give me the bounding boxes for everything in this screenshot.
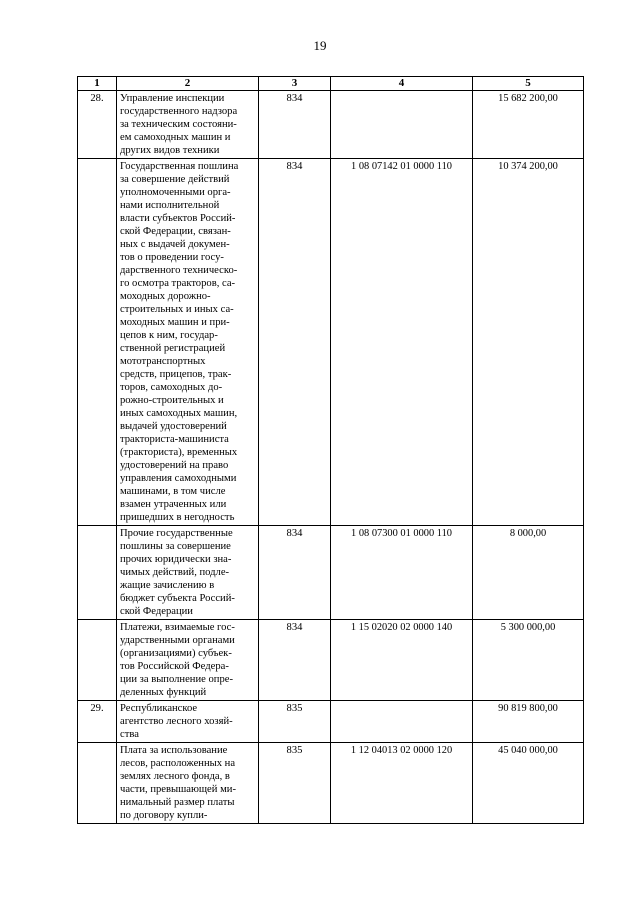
table-row <box>78 91 584 159</box>
row-name-line: чимых действий, подле- <box>120 567 230 578</box>
row-name-line: (организациями) субъек- <box>120 648 232 659</box>
column-header-5: 5 <box>473 77 584 91</box>
row-kbk-cell: 1 12 04013 02 0000 120 <box>331 743 473 824</box>
row-name-line: бюджет субъекта Россий- <box>120 593 235 604</box>
row-name-line: ственной регистрацией <box>120 343 226 354</box>
column-header-4: 4 <box>331 77 473 91</box>
column-header-2: 2 <box>117 77 259 91</box>
row-number-cell <box>78 743 117 824</box>
row-name-line: ской Федерации, связан- <box>120 226 231 237</box>
row-code-cell: 835 <box>259 743 331 824</box>
page-number: 19 <box>313 38 327 53</box>
row-name-line: пришедших в негодность <box>120 512 235 523</box>
row-amount-cell: 10 374 200,00 <box>473 159 584 526</box>
row-name-line: Государственная пошлина <box>120 161 239 172</box>
row-name-line: лесов, расположенных на <box>120 758 236 769</box>
row-name-line: мототранспортных <box>120 356 206 367</box>
table-row <box>78 159 584 526</box>
row-name-line: других видов техники <box>120 145 220 156</box>
row-name-line: ем самоходных машин и <box>120 132 231 143</box>
column-header-1: 1 <box>78 77 117 91</box>
row-name-line: за совершение действий <box>120 174 230 185</box>
row-name-cell <box>117 526 259 620</box>
row-code-cell: 834 <box>259 526 331 620</box>
row-number-cell <box>78 159 117 526</box>
row-name-line: Управление инспекции <box>120 93 225 104</box>
row-name-line: удостоверений на право <box>120 460 229 471</box>
row-name-line: моходных дорожно- <box>120 291 211 302</box>
row-name-line: средств, прицепов, трак- <box>120 369 232 380</box>
row-name-line: ции за выполнение опре- <box>120 674 233 685</box>
table-body <box>78 91 584 824</box>
row-name-cell <box>117 91 259 159</box>
row-kbk-cell: 1 15 02020 02 0000 140 <box>331 620 473 701</box>
row-code-cell: 835 <box>259 701 331 743</box>
row-name-line: Республиканское <box>120 703 198 714</box>
row-number-cell <box>78 620 117 701</box>
row-name-line: строительных и иных са- <box>120 304 234 315</box>
row-name-cell <box>117 701 259 743</box>
row-name-line: тов Российской Федера- <box>120 661 229 672</box>
row-name-line: цепов к ним, государ- <box>120 330 218 341</box>
row-name-cell <box>117 159 259 526</box>
table-row <box>78 620 584 701</box>
row-code-cell: 834 <box>259 620 331 701</box>
row-kbk-cell <box>331 91 473 159</box>
row-name-line: ства <box>120 729 139 740</box>
row-name-cell <box>117 620 259 701</box>
row-amount-cell: 5 300 000,00 <box>473 620 584 701</box>
row-name-line: моходных машин и при- <box>120 317 230 328</box>
row-kbk-cell <box>331 701 473 743</box>
row-name-cell <box>117 743 259 824</box>
table-row <box>78 701 584 743</box>
row-amount-cell: 45 040 000,00 <box>473 743 584 824</box>
row-name-line: деленных функций <box>120 687 207 698</box>
row-name-line: по договору купли- <box>120 810 208 821</box>
row-amount-cell: 15 682 200,00 <box>473 91 584 159</box>
row-name-line: за техническим состояни- <box>120 119 237 130</box>
row-name-line: государственного надзора <box>120 106 238 117</box>
row-name-line: иных самоходных машин, <box>120 408 238 419</box>
row-name-line: дарственного техническо- <box>120 265 238 276</box>
row-name-line: тов о проведении госу- <box>120 252 224 263</box>
row-name-line: торов, самоходных до- <box>120 382 223 393</box>
revenue-table <box>77 76 584 824</box>
row-code-cell: 834 <box>259 159 331 526</box>
row-number-cell: 28. <box>78 91 117 159</box>
row-name-line: ской Федерации <box>120 606 193 617</box>
row-name-line: прочих юридически зна- <box>120 554 232 565</box>
row-name-line: жащие зачислению в <box>120 580 215 591</box>
row-name-line: Платежи, взимаемые гос- <box>120 622 235 633</box>
row-amount-cell: 90 819 800,00 <box>473 701 584 743</box>
row-name-line: пошлины за совершение <box>120 541 231 552</box>
row-name-line: взамен утраченных или <box>120 499 227 510</box>
row-code-cell: 834 <box>259 91 331 159</box>
row-name-line: (тракториста), временных <box>120 447 238 458</box>
row-name-line: нами исполнительной <box>120 200 220 211</box>
column-header-3: 3 <box>259 77 331 91</box>
row-kbk-cell: 1 08 07300 01 0000 110 <box>331 526 473 620</box>
row-name-line: машинами, в том числе <box>120 486 226 497</box>
row-name-line: ных с выдачей докумен- <box>120 239 230 250</box>
row-name-line: тракториста-машиниста <box>120 434 229 445</box>
row-name-line: власти субъектов Россий- <box>120 213 236 224</box>
row-name-line: рожно-строительных и <box>120 395 224 406</box>
row-kbk-cell: 1 08 07142 01 0000 110 <box>331 159 473 526</box>
row-name-line: Прочие государственные <box>120 528 233 539</box>
row-name-line: землях лесного фонда, в <box>120 771 230 782</box>
table-row <box>78 743 584 824</box>
table-row <box>78 526 584 620</box>
row-name-line: выдачей удостоверений <box>120 421 227 432</box>
row-name-line: го осмотра тракторов, са- <box>120 278 236 289</box>
row-name-line: части, превышающей ми- <box>120 784 236 795</box>
table-header-row <box>78 77 584 91</box>
row-name-line: уполномоченными орга- <box>120 187 231 198</box>
row-name-line: ударственными органами <box>120 635 235 646</box>
row-number-cell <box>78 526 117 620</box>
row-name-line: управления самоходными <box>120 473 237 484</box>
row-number-cell: 29. <box>78 701 117 743</box>
row-name-line: нимальный размер платы <box>120 797 235 808</box>
row-amount-cell: 8 000,00 <box>473 526 584 620</box>
row-name-line: Плата за использование <box>120 745 228 756</box>
row-name-line: агентство лесного хозяй- <box>120 716 233 727</box>
